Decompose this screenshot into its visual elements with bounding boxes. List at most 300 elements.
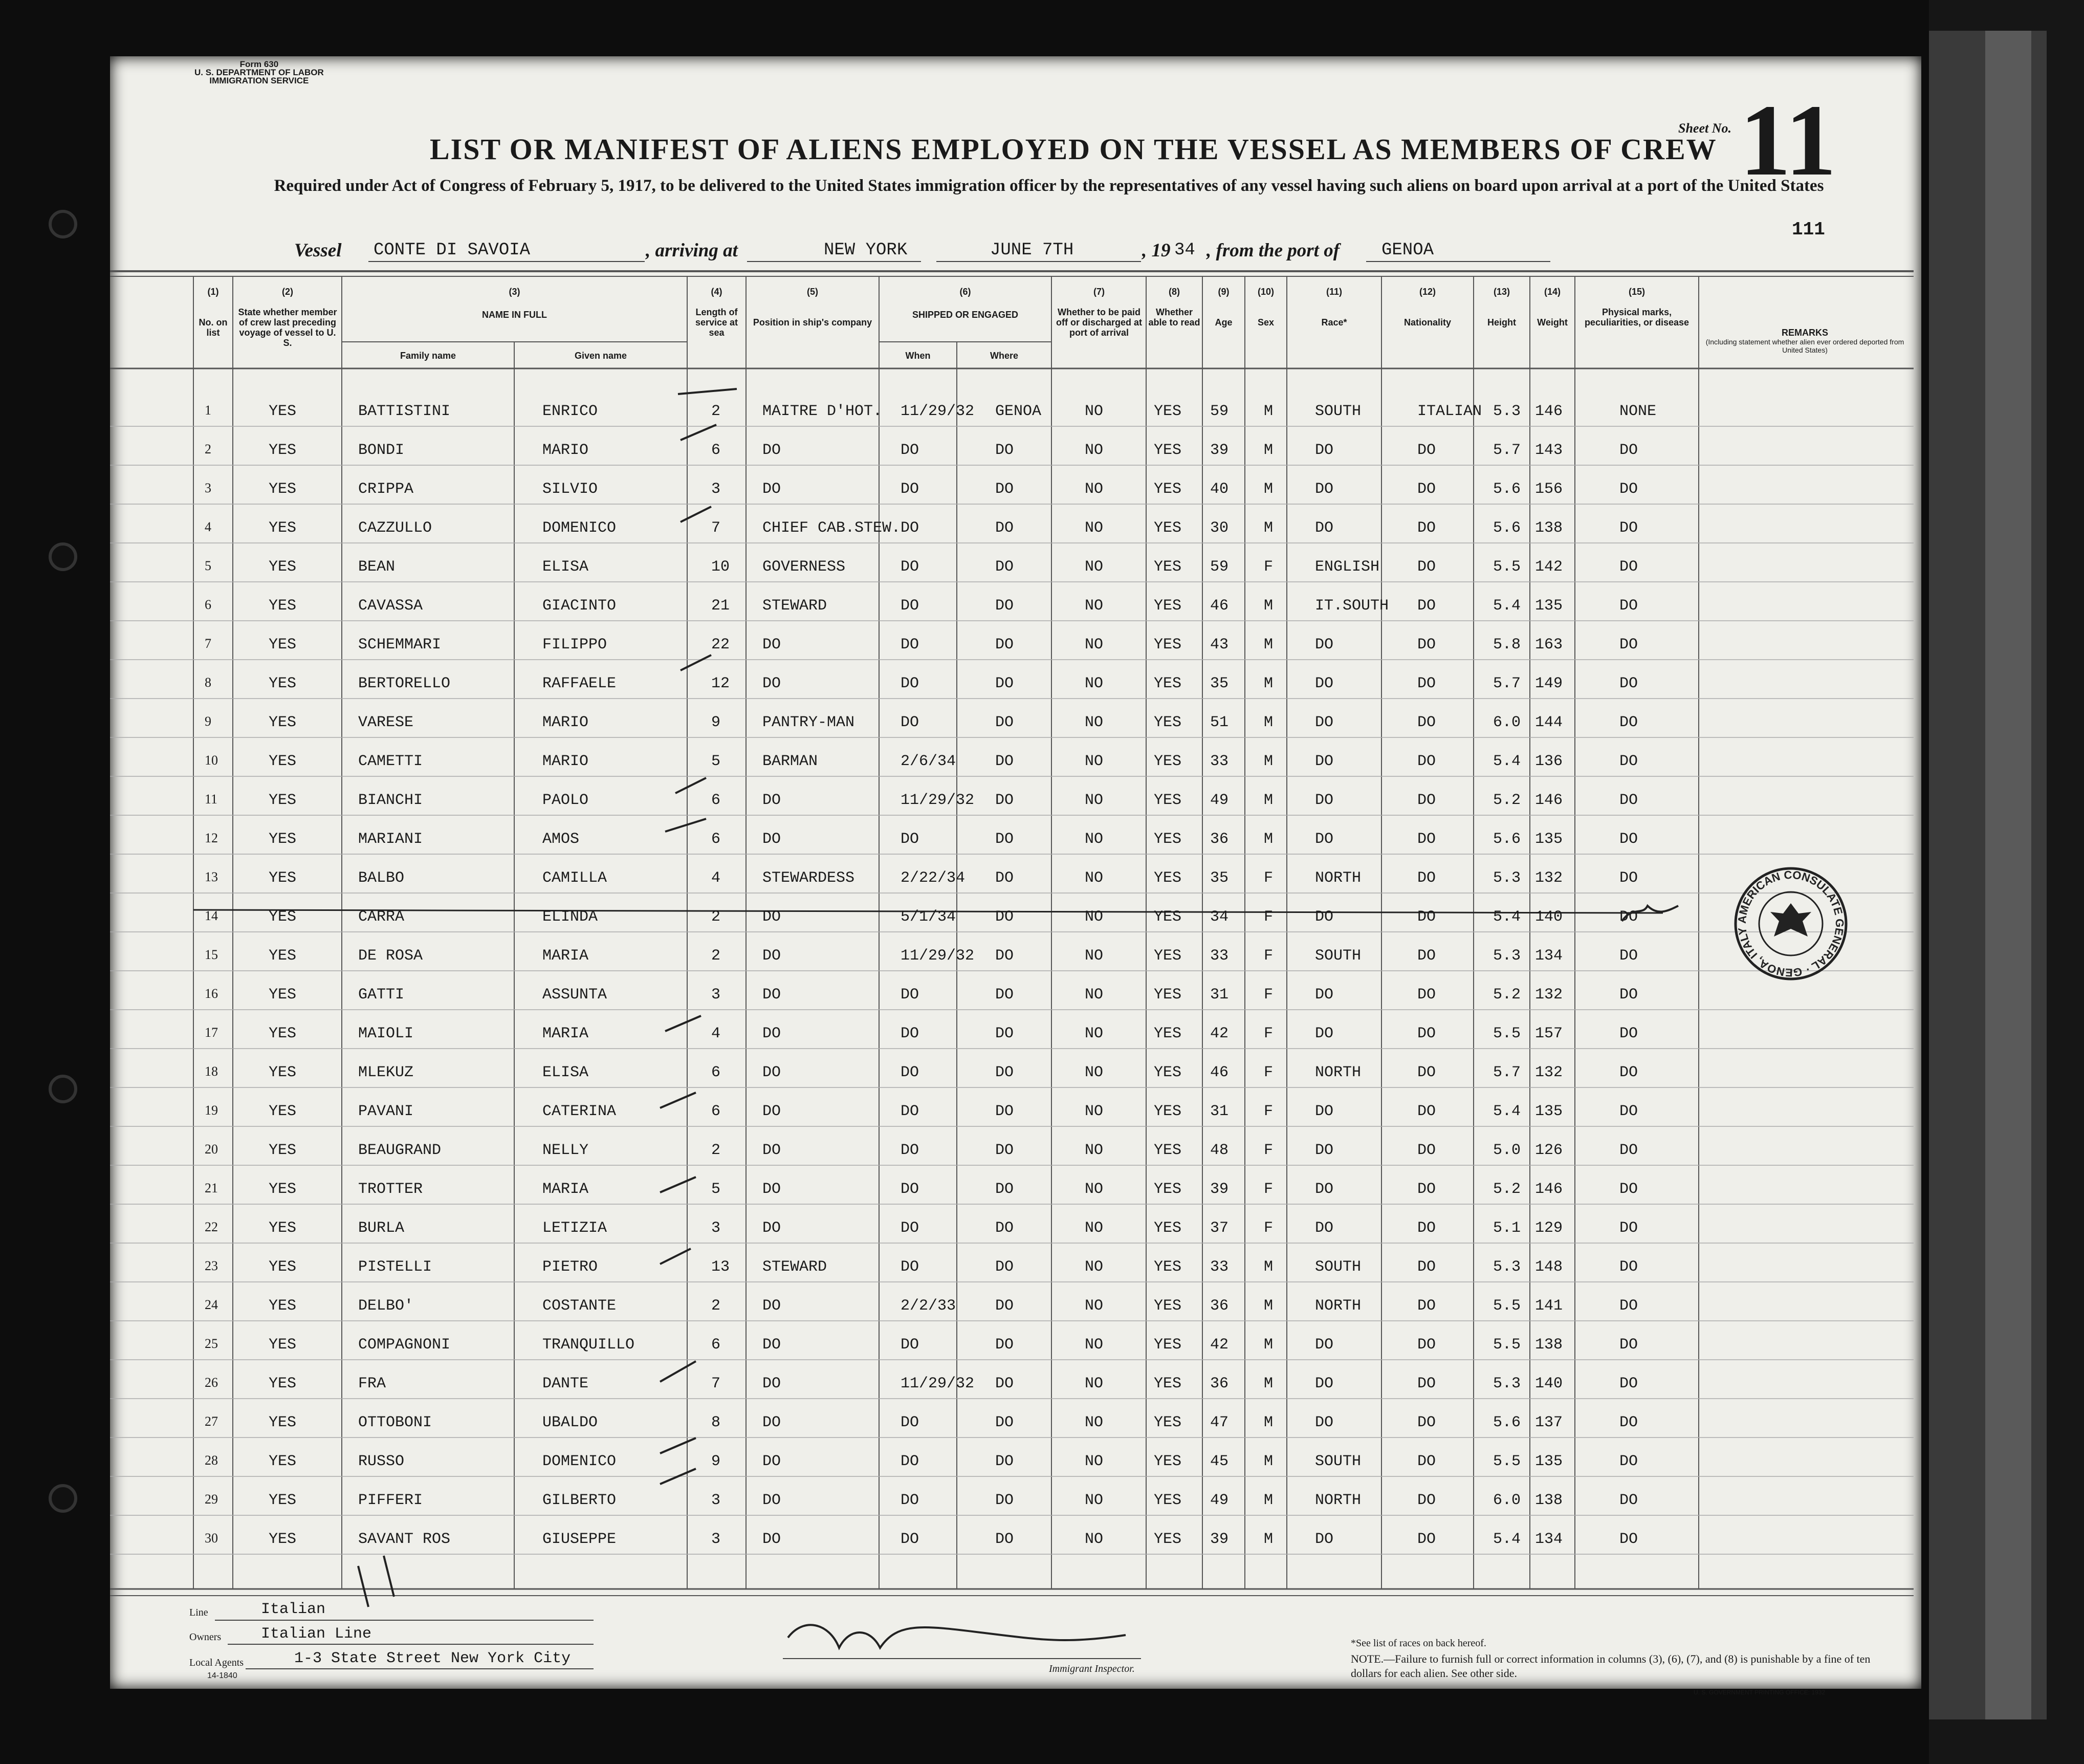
cell-race: IT.SOUTH xyxy=(1315,597,1389,615)
cell-age: 59 xyxy=(1210,403,1229,420)
cell-paid: NO xyxy=(1085,481,1104,498)
cell-sex: F xyxy=(1264,986,1274,1004)
cell-yes: YES xyxy=(269,1025,297,1042)
cell-read: YES xyxy=(1154,1453,1182,1470)
cell-when: DO xyxy=(901,1453,919,1470)
cell-sex: F xyxy=(1264,947,1274,965)
cell-nationality: DO xyxy=(1417,1414,1436,1431)
cell-no: 10 xyxy=(205,753,218,768)
cell-no: 14 xyxy=(205,908,218,923)
vessel-name: CONTE DI SAVOIA xyxy=(374,241,531,260)
cell-marks: DO xyxy=(1619,1453,1638,1470)
cell-sex: M xyxy=(1264,831,1274,848)
cell-position: GOVERNESS xyxy=(762,558,846,576)
cell-yes: YES xyxy=(269,869,297,887)
cell-weight: 148 xyxy=(1535,1258,1563,1276)
cell-service: 2 xyxy=(711,1142,721,1159)
form-code: 14-1840 xyxy=(207,1671,237,1680)
cell-family: CARRA xyxy=(358,908,405,926)
cell-marks: DO xyxy=(1619,597,1638,615)
cell-given: DOMENICO xyxy=(542,1453,617,1470)
cell-age: 31 xyxy=(1210,986,1229,1004)
cell-marks: DO xyxy=(1619,1181,1638,1198)
cell-nationality: DO xyxy=(1417,1064,1436,1081)
cell-given: MARIO xyxy=(542,753,589,770)
cell-read: YES xyxy=(1154,442,1182,459)
cell-paid: NO xyxy=(1085,753,1104,770)
vessel-label: Vessel xyxy=(294,240,342,261)
cell-given: RAFFAELE xyxy=(542,675,617,692)
cell-no: 28 xyxy=(205,1453,218,1468)
cell-read: YES xyxy=(1154,1297,1182,1315)
cell-height: 5.4 xyxy=(1493,908,1521,926)
cell-nationality: DO xyxy=(1417,636,1436,654)
cell-family: BEAN xyxy=(358,558,396,576)
cell-read: YES xyxy=(1154,597,1182,615)
cell-sex: M xyxy=(1264,1531,1274,1548)
cell-height: 5.8 xyxy=(1493,636,1521,654)
cell-yes: YES xyxy=(269,636,297,654)
arrival-year: 34 xyxy=(1174,241,1195,260)
cell-service: 6 xyxy=(711,831,721,848)
cell-height: 5.5 xyxy=(1493,1453,1521,1470)
cell-yes: YES xyxy=(269,558,297,576)
cell-position: PANTRY-MAN xyxy=(762,714,855,731)
cell-height: 6.0 xyxy=(1493,1492,1521,1509)
arrival-port: NEW YORK xyxy=(824,241,908,260)
cell-height: 6.0 xyxy=(1493,714,1521,731)
cell-yes: YES xyxy=(269,1375,297,1392)
cell-height: 5.5 xyxy=(1493,1025,1521,1042)
cell-read: YES xyxy=(1154,908,1182,926)
cell-given: ASSUNTA xyxy=(542,986,607,1004)
cell-yes: YES xyxy=(269,597,297,615)
cell-read: YES xyxy=(1154,986,1182,1004)
cell-no: 27 xyxy=(205,1414,218,1429)
form-service: IMMIGRATION SERVICE xyxy=(209,76,309,85)
cell-weight: 136 xyxy=(1535,753,1563,770)
cell-weight: 163 xyxy=(1535,636,1563,654)
cell-paid: NO xyxy=(1085,675,1104,692)
cell-paid: NO xyxy=(1085,636,1104,654)
cell-when: 2/6/34 xyxy=(901,753,956,770)
cell-marks: DO xyxy=(1619,636,1638,654)
cell-when: DO xyxy=(901,831,919,848)
cell-no: 2 xyxy=(205,442,211,456)
cell-height: 5.3 xyxy=(1493,403,1521,420)
cell-yes: YES xyxy=(269,519,297,537)
cell-service: 2 xyxy=(711,1297,721,1315)
cell-read: YES xyxy=(1154,1103,1182,1120)
cell-when: 11/29/32 xyxy=(901,1375,975,1392)
cell-position: DO xyxy=(762,792,781,809)
cell-no: 1 xyxy=(205,403,211,418)
cell-family: BERTORELLO xyxy=(358,675,451,692)
eagle-emblem-icon xyxy=(1770,903,1811,937)
cell-no: 18 xyxy=(205,1064,218,1079)
cell-yes: YES xyxy=(269,1142,297,1159)
cell-marks: NONE xyxy=(1619,403,1657,420)
cell-where: DO xyxy=(995,1142,1014,1159)
cell-age: 46 xyxy=(1210,597,1229,615)
cell-paid: NO xyxy=(1085,403,1104,420)
cell-no: 12 xyxy=(205,831,218,845)
cell-when: DO xyxy=(901,1103,919,1120)
cell-nationality: ITALIAN xyxy=(1417,403,1482,420)
cell-sex: F xyxy=(1264,1219,1274,1237)
cell-where: DO xyxy=(995,792,1014,809)
cell-height: 5.5 xyxy=(1493,1297,1521,1315)
cell-yes: YES xyxy=(269,1492,297,1509)
cell-when: DO xyxy=(901,1181,919,1198)
cell-height: 5.6 xyxy=(1493,1414,1521,1431)
cell-nationality: DO xyxy=(1417,947,1436,965)
cell-weight: 157 xyxy=(1535,1025,1563,1042)
cell-age: 33 xyxy=(1210,1258,1229,1276)
sheet-label: Sheet No. xyxy=(1678,121,1731,136)
cell-when: DO xyxy=(901,1064,919,1081)
col-7-header: (7) Whether to be paid off or discharged at port of arrival xyxy=(1056,287,1143,338)
cell-weight: 135 xyxy=(1535,831,1563,848)
cell-yes: YES xyxy=(269,1103,297,1120)
cell-no: 29 xyxy=(205,1492,218,1507)
cell-service: 13 xyxy=(711,1258,730,1276)
cell-marks: DO xyxy=(1619,831,1638,848)
cell-paid: NO xyxy=(1085,1375,1104,1392)
cell-height: 5.2 xyxy=(1493,1181,1521,1198)
cell-position: DO xyxy=(762,831,781,848)
cell-family: BEAUGRAND xyxy=(358,1142,442,1159)
cell-height: 5.7 xyxy=(1493,442,1521,459)
cell-given: MARIA xyxy=(542,1025,589,1042)
cell-where: DO xyxy=(995,1064,1014,1081)
cell-where: DO xyxy=(995,1258,1014,1276)
cell-weight: 132 xyxy=(1535,1064,1563,1081)
cell-race: DO xyxy=(1315,1181,1334,1198)
cell-service: 4 xyxy=(711,869,721,887)
cell-family: CAVASSA xyxy=(358,597,423,615)
cell-service: 3 xyxy=(711,1531,721,1548)
cell-paid: NO xyxy=(1085,1492,1104,1509)
cell-nationality: DO xyxy=(1417,597,1436,615)
cell-paid: NO xyxy=(1085,1414,1104,1431)
cell-paid: NO xyxy=(1085,908,1104,926)
cell-race: DO xyxy=(1315,831,1334,848)
cell-weight: 135 xyxy=(1535,1103,1563,1120)
cell-family: BURLA xyxy=(358,1219,405,1237)
cell-yes: YES xyxy=(269,481,297,498)
cell-where: DO xyxy=(995,481,1014,498)
cell-paid: NO xyxy=(1085,519,1104,537)
cell-service: 21 xyxy=(711,597,730,615)
cell-paid: NO xyxy=(1085,1453,1104,1470)
cell-height: 5.3 xyxy=(1493,869,1521,887)
cell-where: DO xyxy=(995,908,1014,926)
cell-family: MLEKUZ xyxy=(358,1064,414,1081)
cell-service: 6 xyxy=(711,1103,721,1120)
cell-nationality: DO xyxy=(1417,1181,1436,1198)
cell-where: DO xyxy=(995,1453,1014,1470)
cell-service: 12 xyxy=(711,675,730,692)
col-6-header: (6) SHIPPED OR ENGAGED xyxy=(912,287,1019,320)
cell-where: DO xyxy=(995,753,1014,770)
cell-marks: DO xyxy=(1619,558,1638,576)
cell-given: DANTE xyxy=(542,1375,589,1392)
cell-marks: DO xyxy=(1619,1219,1638,1237)
cell-where: DO xyxy=(995,636,1014,654)
from-port-label: , from the port of xyxy=(1206,240,1340,261)
cell-service: 5 xyxy=(711,753,721,770)
arrival-date: JUNE 7TH xyxy=(990,241,1074,260)
cell-when: DO xyxy=(901,1025,919,1042)
cell-position: DO xyxy=(762,442,781,459)
cell-age: 34 xyxy=(1210,908,1229,926)
cell-position: BARMAN xyxy=(762,753,818,770)
cell-marks: DO xyxy=(1619,1492,1638,1509)
cell-nationality: DO xyxy=(1417,519,1436,537)
cell-given: PIETRO xyxy=(542,1258,598,1276)
cell-when: 11/29/32 xyxy=(901,403,975,420)
cell-when: DO xyxy=(901,558,919,576)
cell-weight: 142 xyxy=(1535,558,1563,576)
cell-family: FRA xyxy=(358,1375,386,1392)
cell-marks: DO xyxy=(1619,1142,1638,1159)
cell-age: 43 xyxy=(1210,636,1229,654)
cell-read: YES xyxy=(1154,947,1182,965)
cell-where: DO xyxy=(995,1103,1014,1120)
arriving-label: , arriving at xyxy=(646,240,738,261)
cell-race: DO xyxy=(1315,1336,1334,1354)
inspector-label: Immigrant Inspector. xyxy=(1049,1663,1135,1674)
race-note: *See list of races on back hereof. xyxy=(1351,1638,1486,1649)
cell-paid: NO xyxy=(1085,1103,1104,1120)
cell-age: 49 xyxy=(1210,792,1229,809)
cell-height: 5.7 xyxy=(1493,675,1521,692)
cell-when: DO xyxy=(901,597,919,615)
cell-family: BATTISTINI xyxy=(358,403,451,420)
cell-height: 5.6 xyxy=(1493,481,1521,498)
cell-given: ELINDA xyxy=(542,908,598,926)
cell-race: DO xyxy=(1315,1025,1334,1042)
cell-given: NELLY xyxy=(542,1142,589,1159)
cell-sex: M xyxy=(1264,636,1274,654)
fine-note: NOTE.—Failure to furnish full or correct information in columns (3), (6), (7), and (8) is punishable by a fine of ten dollars for each alien. See other side. xyxy=(1351,1652,1871,1680)
cell-no: 8 xyxy=(205,675,211,690)
cell-marks: DO xyxy=(1619,986,1638,1004)
cell-nationality: DO xyxy=(1417,986,1436,1004)
cell-yes: YES xyxy=(269,403,297,420)
cell-weight: 143 xyxy=(1535,442,1563,459)
cell-position: DO xyxy=(762,1414,781,1431)
cell-given: SILVIO xyxy=(542,481,598,498)
col-8-header: (8) Whether able to read xyxy=(1148,287,1200,328)
cell-nationality: DO xyxy=(1417,908,1436,926)
cell-yes: YES xyxy=(269,1531,297,1548)
col-6-where-header: Where xyxy=(990,351,1018,361)
printer-note: U. S. GOVERNMENT PRINTING OFFICE: 1932 xyxy=(1694,1689,1826,1696)
cell-marks: DO xyxy=(1619,442,1638,459)
cell-where: DO xyxy=(995,442,1014,459)
cell-position: DO xyxy=(762,1181,781,1198)
stamp-text: AMERICAN CONSULATE GENERAL · GENOA, ITALY xyxy=(1735,868,1847,979)
col-15-header: (15) Physical marks, peculiarities, or disease xyxy=(1584,287,1690,328)
cell-no: 26 xyxy=(205,1375,218,1390)
cell-family: PIFFERI xyxy=(358,1492,423,1509)
cell-no: 25 xyxy=(205,1336,218,1351)
cell-read: YES xyxy=(1154,403,1182,420)
cell-height: 5.5 xyxy=(1493,558,1521,576)
cell-where: DO xyxy=(995,1492,1014,1509)
cell-family: BONDI xyxy=(358,442,405,459)
cell-family: GATTI xyxy=(358,986,405,1004)
cell-given: CAMILLA xyxy=(542,869,607,887)
cell-height: 5.7 xyxy=(1493,1064,1521,1081)
cell-paid: NO xyxy=(1085,1336,1104,1354)
cell-when: DO xyxy=(901,675,919,692)
cell-height: 5.6 xyxy=(1493,831,1521,848)
cell-weight: 132 xyxy=(1535,869,1563,887)
cell-when: DO xyxy=(901,714,919,731)
cell-when: DO xyxy=(901,1258,919,1276)
form-number: Form 630 xyxy=(239,59,279,69)
cell-where: DO xyxy=(995,1297,1014,1315)
cell-sex: M xyxy=(1264,675,1274,692)
cell-weight: 140 xyxy=(1535,1375,1563,1392)
cell-sex: F xyxy=(1264,1181,1274,1198)
cell-position: DO xyxy=(762,986,781,1004)
cell-family: RUSSO xyxy=(358,1453,405,1470)
page-subtitle: Required under Act of Congress of February 5, 1917, to be delivered to the United States immigration officer by the representatives of any vessel having such aliens on board upon arrival at a port of the United States xyxy=(274,177,1824,195)
cell-position: STEWARD xyxy=(762,597,827,615)
cell-yes: YES xyxy=(269,947,297,965)
cell-when: 5/1/34 xyxy=(901,908,956,926)
cell-height: 5.3 xyxy=(1493,947,1521,965)
cell-height: 5.4 xyxy=(1493,1531,1521,1548)
cell-nationality: DO xyxy=(1417,1025,1436,1042)
agents-label: Local Agents xyxy=(189,1657,244,1668)
cell-nationality: DO xyxy=(1417,1219,1436,1237)
cell-marks: DO xyxy=(1619,1414,1638,1431)
cell-given: FILIPPO xyxy=(542,636,607,654)
cell-weight: 138 xyxy=(1535,1336,1563,1354)
cell-age: 31 xyxy=(1210,1103,1229,1120)
cell-service: 3 xyxy=(711,1492,721,1509)
cell-read: YES xyxy=(1154,753,1182,770)
cell-no: 13 xyxy=(205,869,218,884)
cell-family: SCHEMMARI xyxy=(358,636,442,654)
col-3-family-header: Family name xyxy=(400,351,456,361)
cell-race: DO xyxy=(1315,1142,1334,1159)
cell-read: YES xyxy=(1154,675,1182,692)
cell-read: YES xyxy=(1154,714,1182,731)
col-3-header: (3) NAME IN FULL xyxy=(482,287,547,320)
cell-read: YES xyxy=(1154,519,1182,537)
cell-race: SOUTH xyxy=(1315,1453,1362,1470)
col-12-header: (12) Nationality xyxy=(1403,287,1451,328)
cell-marks: DO xyxy=(1619,869,1638,887)
cell-position: DO xyxy=(762,1492,781,1509)
cell-given: MARIA xyxy=(542,1181,589,1198)
cell-service: 22 xyxy=(711,636,730,654)
col-9-header: (9) Age xyxy=(1215,287,1233,328)
cell-family: COMPAGNONI xyxy=(358,1336,451,1354)
cell-where: DO xyxy=(995,1336,1014,1354)
cell-position: DO xyxy=(762,1064,781,1081)
cell-sex: M xyxy=(1264,597,1274,615)
cell-nationality: DO xyxy=(1417,869,1436,887)
cell-given: UBALDO xyxy=(542,1414,598,1431)
cell-family: MAIOLI xyxy=(358,1025,414,1042)
cell-where: DO xyxy=(995,519,1014,537)
cell-marks: DO xyxy=(1619,1064,1638,1081)
cell-age: 46 xyxy=(1210,1064,1229,1081)
cell-yes: YES xyxy=(269,1258,297,1276)
cell-yes: YES xyxy=(269,753,297,770)
cell-race: SOUTH xyxy=(1315,947,1362,965)
year-label: , 19 xyxy=(1142,240,1171,261)
cell-height: 5.1 xyxy=(1493,1219,1521,1237)
cell-race: DO xyxy=(1315,1219,1334,1237)
cell-age: 35 xyxy=(1210,869,1229,887)
cell-race: DO xyxy=(1315,986,1334,1004)
col-14-header: (14) Weight xyxy=(1537,287,1568,328)
cell-family: BALBO xyxy=(358,869,405,887)
cell-marks: DO xyxy=(1619,1336,1638,1354)
cell-nationality: DO xyxy=(1417,1103,1436,1120)
cell-paid: NO xyxy=(1085,442,1104,459)
cell-when: 11/29/32 xyxy=(901,792,975,809)
cell-yes: YES xyxy=(269,1414,297,1431)
cell-marks: DO xyxy=(1619,1297,1638,1315)
cell-marks: DO xyxy=(1619,519,1638,537)
cell-weight: 135 xyxy=(1535,1453,1563,1470)
cell-read: YES xyxy=(1154,1258,1182,1276)
cell-no: 19 xyxy=(205,1103,218,1118)
cell-position: DO xyxy=(762,1219,781,1237)
cell-weight: 135 xyxy=(1535,597,1563,615)
cell-no: 17 xyxy=(205,1025,218,1040)
cell-position: DO xyxy=(762,1142,781,1159)
cell-where: DO xyxy=(995,714,1014,731)
cell-weight: 134 xyxy=(1535,947,1563,965)
cell-yes: YES xyxy=(269,1064,297,1081)
cell-marks: DO xyxy=(1619,714,1638,731)
cell-read: YES xyxy=(1154,831,1182,848)
cell-family: TROTTER xyxy=(358,1181,423,1198)
cell-marks: DO xyxy=(1619,675,1638,692)
line-label: Line xyxy=(189,1607,208,1618)
cell-race: NORTH xyxy=(1315,1297,1362,1315)
cell-race: DO xyxy=(1315,442,1334,459)
cell-where: DO xyxy=(995,1375,1014,1392)
cell-when: DO xyxy=(901,519,919,537)
cell-age: 35 xyxy=(1210,675,1229,692)
cell-marks: DO xyxy=(1619,1375,1638,1392)
cell-where: DO xyxy=(995,597,1014,615)
cell-age: 48 xyxy=(1210,1142,1229,1159)
cell-no: 6 xyxy=(205,597,211,612)
cell-height: 5.6 xyxy=(1493,519,1521,537)
cell-position: DO xyxy=(762,481,781,498)
cell-read: YES xyxy=(1154,792,1182,809)
cell-family: CAZZULLO xyxy=(358,519,432,537)
col-1-header: (1) No. on list xyxy=(199,287,228,338)
cell-service: 7 xyxy=(711,1375,721,1392)
cell-sex: F xyxy=(1264,908,1274,926)
cell-paid: NO xyxy=(1085,714,1104,731)
cell-where: DO xyxy=(995,869,1014,887)
remarks-header: REMARKS (Including statement whether alien ever ordered deported from United States) xyxy=(1705,328,1904,354)
